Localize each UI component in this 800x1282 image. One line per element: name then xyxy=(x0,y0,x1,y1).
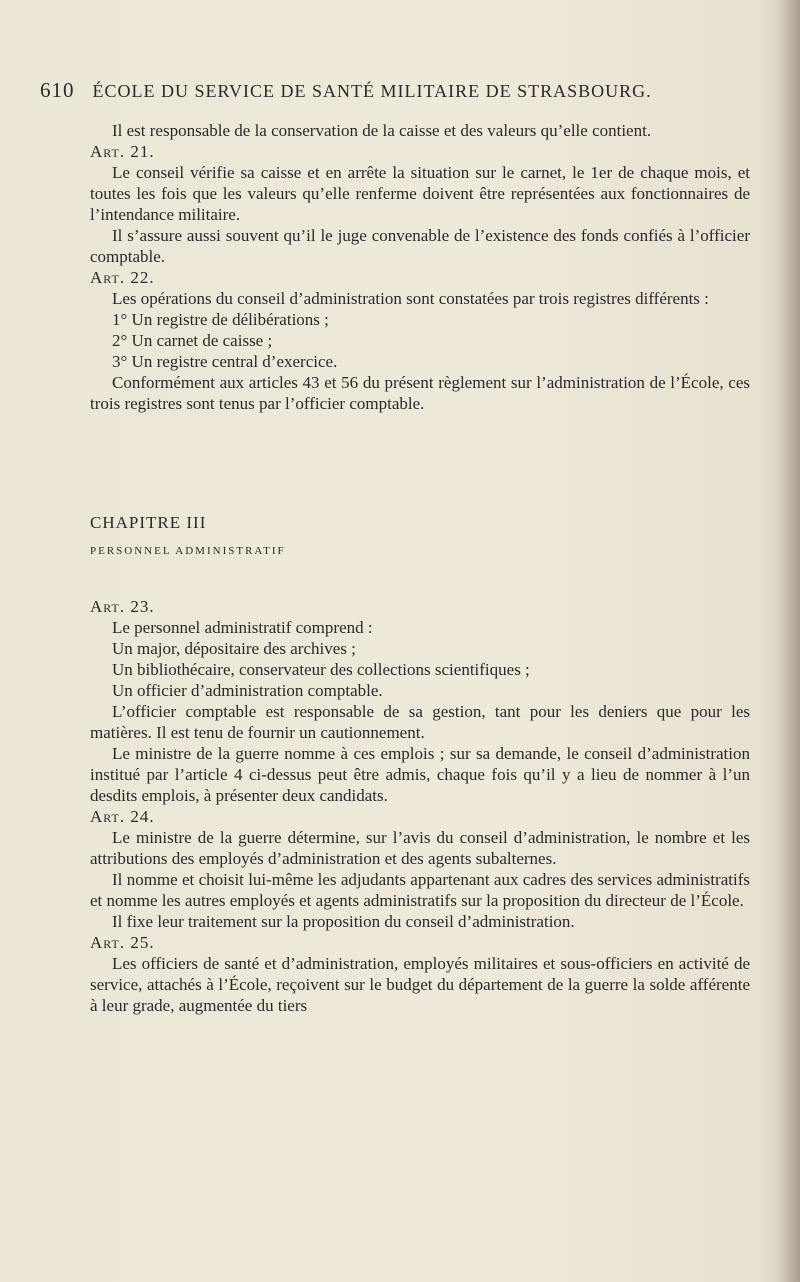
chapter-heading-block xyxy=(90,512,750,562)
article-24-paragraph-3: Il fixe leur traitement sur la proposition du conseil d’administration. xyxy=(112,912,575,931)
page-number: 610 xyxy=(40,78,75,102)
article-25-heading: Art. 25. xyxy=(90,933,155,952)
article-21-heading: Art. 21. xyxy=(90,142,155,161)
article-25-paragraph-1: Les officiers de santé et d’administration, employés militaires et sous-officiers en activité de service, attachés à l’École, reçoivent sur le budget du département de la guerre la solde afférente à leur grade, augmentée du tiers xyxy=(90,954,750,1015)
article-23-heading: Art. 23. xyxy=(90,597,155,616)
chapter-title: CHAPITRE III xyxy=(90,513,207,532)
article-23-paragraph-3: Le ministre de la guerre nomme à ces emplois ; sur sa demande, le conseil d’administration institué par l’article 4 ci-dessus peut être admis, chaque fois qu’il y a lieu de nommer à l’un desdits emplois, à présenter deux candidats. xyxy=(90,744,750,805)
article-22-list-item-1: 1° Un registre de délibérations ; xyxy=(112,310,329,329)
article-23-paragraph-2: L’officier comptable est responsable de sa gestion, tant pour les deniers que pour les matières. Il est tenu de fournir un cautionnement. xyxy=(90,702,750,742)
article-22-list-item-3: 3° Un registre central d’exercice. xyxy=(112,352,338,371)
article-24-paragraph-1: Le ministre de la guerre détermine, sur l’avis du conseil d’administration, le nombre et les attributions des employés d’administration et des agents subalternes. xyxy=(90,828,750,868)
article-22-list-item-2: 2° Un carnet de caisse ; xyxy=(112,331,273,350)
article-23-list-item-3: Un officier d’administration comptable. xyxy=(112,681,383,700)
article-21-paragraph-1: Le conseil vérifie sa caisse et en arrête la situation sur le carnet, le 1er de chaque mois, et toutes les fois que les valeurs qu’elle renferme doivent être représentées aux fonctionnaires de l’intendance militaire. xyxy=(90,163,750,224)
article-21-paragraph-2: Il s’assure aussi souvent qu’il le juge convenable de l’existence des fonds confiés à l’officier comptable. xyxy=(90,226,750,266)
running-header xyxy=(40,78,760,103)
article-22-paragraph-1: Les opérations du conseil d’administration sont constatées par trois registres différents : xyxy=(112,289,709,308)
article-22-heading: Art. 22. xyxy=(90,268,155,287)
paragraph-intro: Il est responsable de la conservation de la caisse et des valeurs qu’elle contient. xyxy=(112,121,652,140)
article-22-paragraph-2: Conformément aux articles 43 et 56 du présent règlement sur l’administration de l’École, ces trois registres sont tenus par l’officier comptable. xyxy=(90,373,750,413)
chapter-subtitle: PERSONNEL ADMINISTRATIF xyxy=(90,545,286,557)
article-23-paragraph-1: Le personnel administratif comprend : xyxy=(112,618,373,637)
article-23-list-item-2: Un bibliothécaire, conservateur des collections scientifiques ; xyxy=(112,660,530,679)
article-24-heading: Art. 24. xyxy=(90,807,155,826)
text-block-top xyxy=(90,120,750,414)
page-edge-shadow xyxy=(778,0,800,1282)
article-24-paragraph-2: Il nomme et choisit lui-même les adjudants appartenant aux cadres des services administratifs et nomme les autres employés et agents administratifs sur la proposition du directeur de l’École. xyxy=(90,870,750,910)
text-block-bottom xyxy=(90,596,750,1016)
article-23-list-item-1: Un major, dépositaire des archives ; xyxy=(112,639,356,658)
running-title: ÉCOLE DU SERVICE DE SANTÉ MILITAIRE DE STRASBOURG. xyxy=(92,81,652,101)
